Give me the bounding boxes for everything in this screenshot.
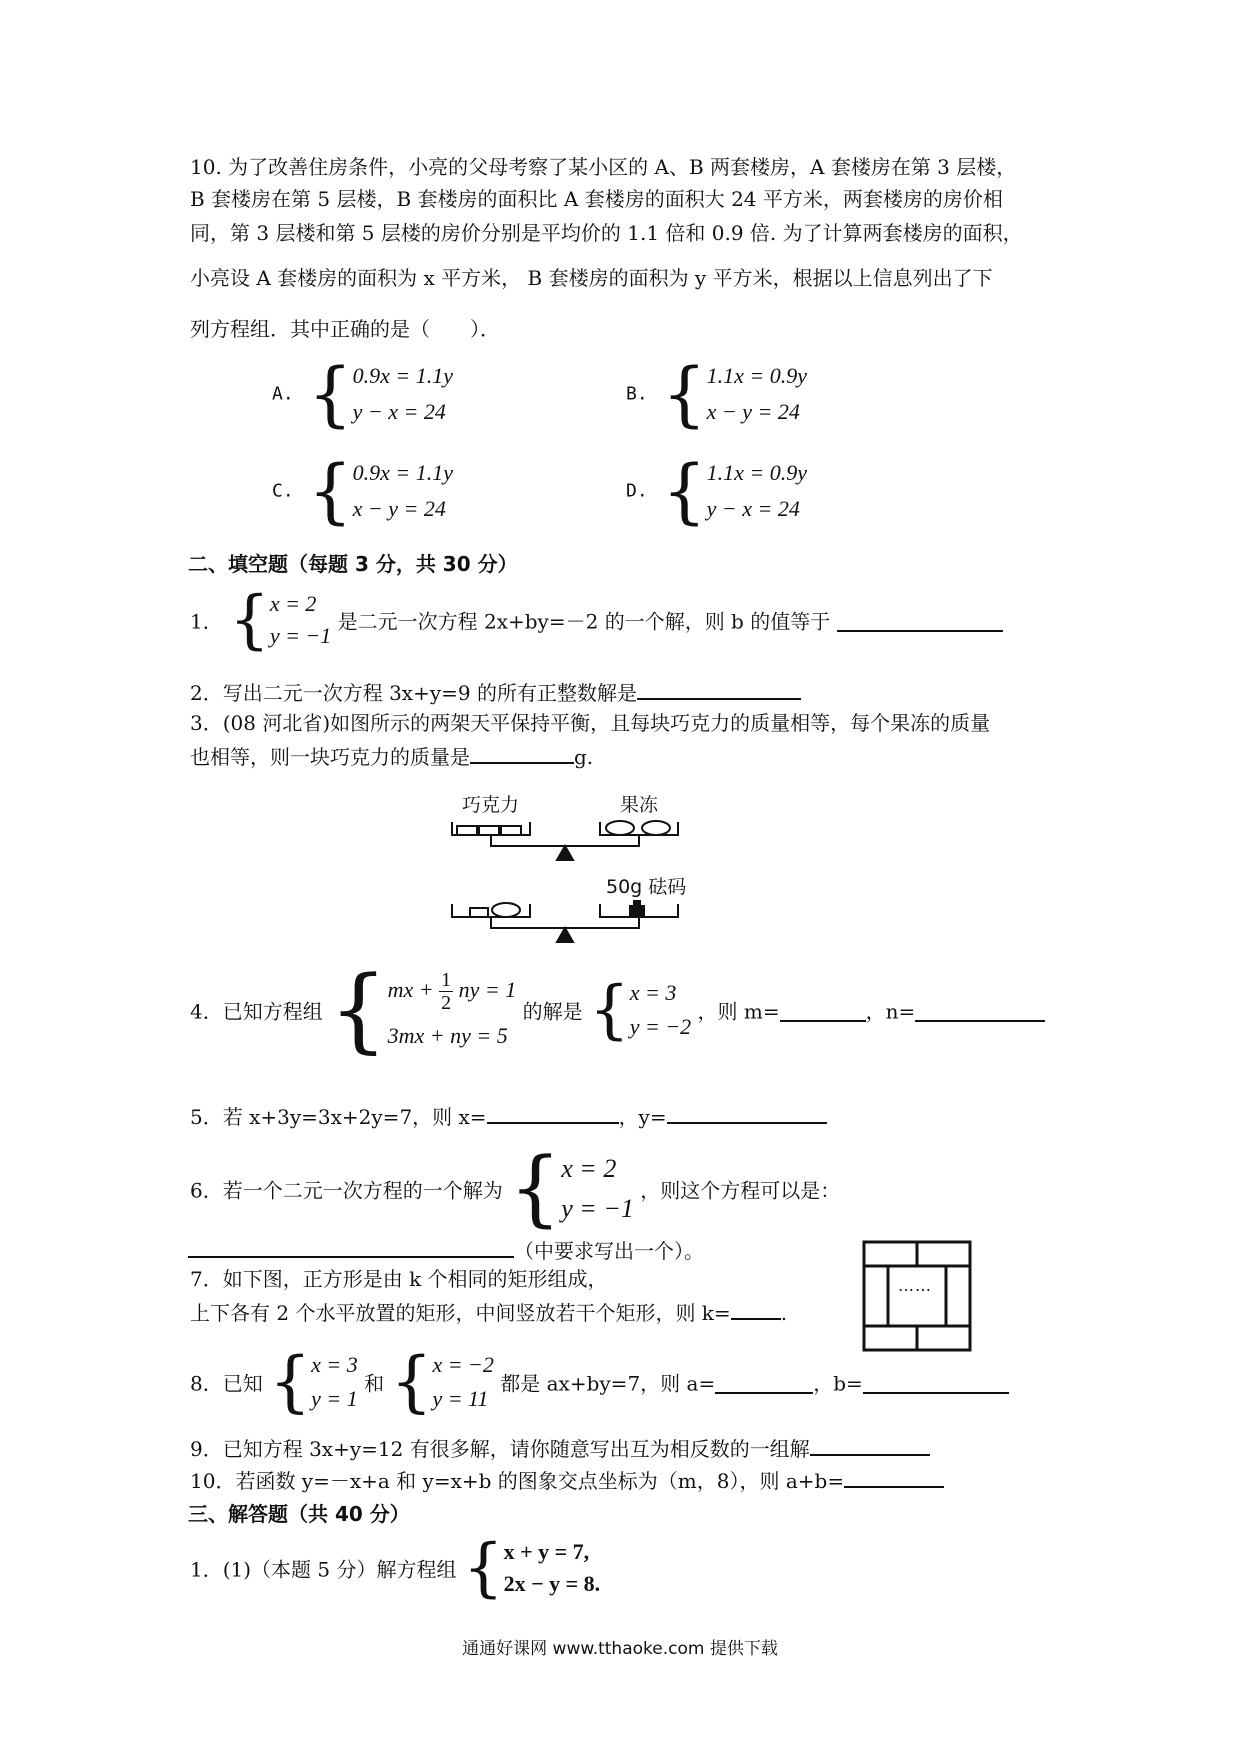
q10-line3: 同，第 3 层楼和第 5 层楼的房价分别是平均价的 1.1 倍和 0.9 倍. 为了计算两套楼房的面积， <box>190 221 1023 245</box>
left-pan <box>452 822 530 835</box>
s2-q6-line2 <box>188 1234 704 1264</box>
option-d-label: D. <box>626 480 648 502</box>
s3-q1-prefix: 1．(1)（本题 5 分）解方程组 <box>190 1557 457 1582</box>
s2-q8-mid: ，b= <box>813 1371 863 1396</box>
jelly-shape <box>642 821 670 835</box>
s2-q1 <box>190 583 1003 657</box>
fulcrum-icon <box>557 928 573 942</box>
s2-q2 <box>190 676 1080 708</box>
s2-q4-after: ，则 m= <box>697 999 780 1024</box>
s2-q5-mid: ，y= <box>618 1105 667 1129</box>
s2-q8-s1a: x = 3 <box>311 1352 358 1377</box>
s2-q4-after2: ，n= <box>865 999 916 1024</box>
jelly-shape <box>492 903 520 917</box>
s2-q7-text: 上下各有 2 个水平放置的矩形，中间竖放若干个矩形，则 k= <box>190 1301 731 1325</box>
page-footer: 通通好课网 www.tthaoke.com 提供下载 <box>462 1639 778 1659</box>
s2-q1-eq1: x = 2 <box>269 591 317 616</box>
option-a-eq1: 0.9x = 1.1y <box>352 363 453 388</box>
label-weight: 50g 砝码 <box>606 876 687 898</box>
option-c[interactable] <box>272 450 453 532</box>
s2-q1-text: 是二元一次方程 2x+by=－2 的一个解，则 b 的值等于 <box>337 609 831 634</box>
weight-block <box>630 906 644 917</box>
brace-icon: { <box>662 353 707 435</box>
brace-icon: { <box>390 1343 433 1420</box>
s2-q1-num: 1． <box>190 609 223 634</box>
s2-q4-eq2: 3mx + ny = 5 <box>387 1023 508 1048</box>
s2-q3-line1: 3．(08 河北省)如图所示的两架天平保持平衡，且每块巧克力的质量相等，每个果冻的质量 <box>190 711 991 735</box>
q10-line1: 10. 为了改善住房条件，小亮的父母考察了某小区的 A、B 两套楼房，A 套楼房在第 3 层楼， <box>190 155 1017 179</box>
option-b-eq2: x − y = 24 <box>706 399 800 424</box>
s2-q4-mid: 的解是 <box>522 999 583 1024</box>
option-a-label: A. <box>272 383 294 405</box>
s2-q4-s2: y = −2 <box>629 1014 692 1039</box>
q10-line5: 列方程组．其中正确的是（ ）． <box>190 317 500 341</box>
option-a[interactable] <box>272 353 453 435</box>
option-b-eq1: 1.1x = 0.9y <box>706 363 807 388</box>
s2-q10 <box>190 1464 1080 1496</box>
bottom-balance <box>452 901 678 942</box>
s2-q9-text: 9．已知方程 3x+y=12 有很多解，请你随意写出互为相反数的一组解 <box>190 1437 810 1461</box>
s2-q3-unit: g. <box>574 745 594 769</box>
s2-q8-s1b: y = 1 <box>311 1386 358 1411</box>
s2-q8-text: 都是 ax+by=7，则 a= <box>500 1371 716 1396</box>
section3-heading: 三、解答题（共 40 分） <box>188 1502 410 1526</box>
label-chocolate: 巧克力 <box>462 794 520 816</box>
s2-q5-x-field[interactable] <box>487 1100 619 1124</box>
brace-icon: { <box>509 1141 562 1236</box>
s2-q1-answer-field[interactable] <box>837 608 1003 632</box>
s2-q4-frac-num: 1 <box>441 969 452 992</box>
s3-q1-eq1: x + y = 7, <box>503 1539 590 1564</box>
chocolate-block <box>470 908 488 917</box>
s2-q5 <box>190 1100 1080 1132</box>
brace-icon: { <box>588 973 630 1047</box>
s2-q8-and: 和 <box>364 1371 385 1396</box>
option-c-label: C. <box>272 480 294 502</box>
s2-q6-answer-field[interactable] <box>188 1234 514 1258</box>
s2-q7-end: . <box>780 1301 788 1325</box>
chocolate-block <box>501 826 521 835</box>
s2-q4-m-field[interactable] <box>780 998 866 1022</box>
brace-icon: { <box>462 1531 504 1605</box>
s2-q8-prefix: 8．已知 <box>190 1371 263 1396</box>
q10-line2: B 套楼房在第 5 层楼，B 套楼房的面积比 A 套楼房的面积大 24 平方米，两套楼房的房价相 <box>190 187 1003 211</box>
square-dots: …… <box>898 1276 932 1295</box>
chocolate-block <box>457 826 477 835</box>
s2-q4-eq1a: mx + <box>387 977 434 1002</box>
brace-icon: { <box>269 1343 312 1420</box>
s2-q10-text: 10．若函数 y=－x+a 和 y=x+b 的图象交点坐标为（m，8），则 a+b= <box>190 1469 845 1493</box>
option-b-label: B. <box>626 383 648 405</box>
label-jelly: 果冻 <box>620 794 659 816</box>
s2-q4-prefix: 4．已知方程组 <box>190 999 323 1024</box>
brace-icon: { <box>329 956 388 1063</box>
top-balance <box>452 821 678 860</box>
s2-q6-note: （中要求写出一个）。 <box>514 1239 704 1263</box>
q10-line4: 小亮设 A 套楼房的面积为 x 平方米， B 套楼房的面积为 y 平方米，根据以上信息列出了下 <box>190 266 993 290</box>
s2-q8-b-field[interactable] <box>863 1370 1009 1394</box>
s2-q4-frac-den: 2 <box>441 992 452 1015</box>
jelly-shape <box>606 821 634 835</box>
balance-diagram <box>440 810 700 960</box>
option-c-eq2: x − y = 24 <box>352 496 446 521</box>
s2-q5-text: 5．若 x+3y=3x+2y=7，则 x= <box>190 1105 487 1129</box>
s2-q3-line2 <box>190 740 1080 772</box>
s2-q7-answer-field[interactable] <box>731 1296 781 1320</box>
s2-q2-text: 2．写出二元一次方程 3x+y=9 的所有正整数解是 <box>190 681 637 705</box>
s3-q1 <box>190 1531 601 1605</box>
brace-icon: { <box>662 450 707 532</box>
option-a-eq2: y − x = 24 <box>352 399 446 424</box>
s2-q8-a-field[interactable] <box>715 1370 813 1394</box>
s2-q10-answer-field[interactable] <box>844 1464 944 1488</box>
s2-q6 <box>190 1141 841 1236</box>
brace-icon: { <box>229 583 270 657</box>
s2-q6-eq2: y = −1 <box>561 1194 634 1223</box>
s2-q4-eq1b: ny = 1 <box>458 977 517 1002</box>
s3-q1-eq2: 2x − y = 8. <box>503 1571 601 1596</box>
s2-q1-eq2: y = −1 <box>269 623 332 648</box>
s2-q2-answer-field[interactable] <box>637 676 801 700</box>
s2-q8-s2b: y = 11 <box>432 1386 489 1411</box>
s2-q8-s2a: x = −2 <box>432 1352 494 1377</box>
s2-q3-text: 也相等，则一块巧克力的质量是 <box>190 745 470 769</box>
option-d-eq2: y − x = 24 <box>706 496 800 521</box>
option-c-eq1: 0.9x = 1.1y <box>352 460 453 485</box>
s2-q7-line1: 7．如下图，正方形是由 k 个相同的矩形组成， <box>190 1267 608 1291</box>
brace-icon: { <box>308 353 353 435</box>
s2-q9 <box>190 1432 1080 1464</box>
fulcrum-icon <box>557 846 573 860</box>
square-rectangles-diagram <box>862 1240 974 1354</box>
weight-handle <box>634 901 640 906</box>
s2-q4 <box>190 956 1045 1063</box>
option-d[interactable] <box>626 450 807 532</box>
s2-q4-n-field[interactable] <box>915 998 1045 1022</box>
s2-q6-suffix: ，则这个方程可以是： <box>640 1178 841 1203</box>
s2-q9-answer-field[interactable] <box>810 1432 930 1456</box>
s2-q5-y-field[interactable] <box>667 1100 827 1124</box>
option-d-eq1: 1.1x = 0.9y <box>706 460 807 485</box>
s2-q8 <box>190 1343 1009 1420</box>
option-b[interactable] <box>626 353 807 435</box>
s2-q6-prefix: 6．若一个二元一次方程的一个解为 <box>190 1178 503 1203</box>
s2-q4-s1: x = 3 <box>629 980 677 1005</box>
brace-icon: { <box>308 450 353 532</box>
s2-q6-eq1: x = 2 <box>561 1154 617 1183</box>
section2-heading: 二、填空题（每题 3 分，共 30 分） <box>188 552 518 576</box>
s2-q3-answer-field[interactable] <box>470 740 574 764</box>
chocolate-block <box>479 826 499 835</box>
